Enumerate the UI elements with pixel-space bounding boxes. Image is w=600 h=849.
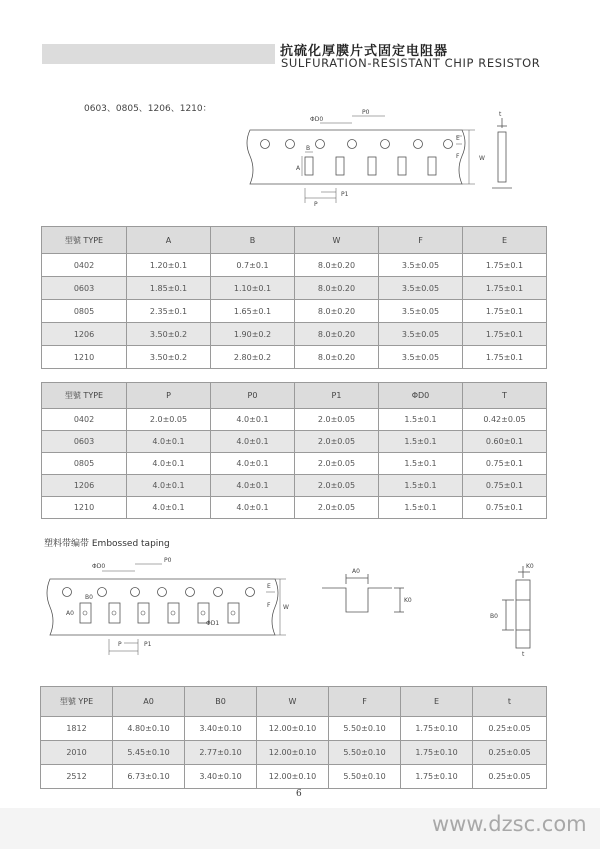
- table-cell: 1.75±0.1: [463, 346, 547, 369]
- table-header-row: [42, 227, 547, 254]
- table-cell: 4.80±0.10: [113, 717, 185, 741]
- table-cell: 1210: [42, 497, 127, 519]
- label-e: E: [456, 135, 460, 142]
- label-d1: ΦD1: [206, 620, 220, 627]
- table-cell: 5.45±0.10: [113, 741, 185, 765]
- table-row: [42, 254, 547, 277]
- table-cell: 3.5±0.05: [379, 346, 463, 369]
- dimensions-table-2: [41, 382, 547, 519]
- table-cell: 2512: [41, 765, 113, 789]
- table-cell: 4.0±0.1: [211, 475, 295, 497]
- table-cell: 0.25±0.05: [473, 741, 547, 765]
- header-cell: ΦD0: [379, 383, 463, 409]
- table-cell: 8.0±0.20: [295, 254, 379, 277]
- table-cell: 5.50±0.10: [329, 717, 401, 741]
- label-p1: P1: [144, 641, 152, 648]
- header-cell: P1: [295, 383, 379, 409]
- label-w: W: [479, 155, 485, 162]
- table-cell: 2.77±0.10: [185, 741, 257, 765]
- label-k0: K0: [526, 563, 534, 570]
- label-p: P: [118, 641, 122, 648]
- header-cell: W: [295, 227, 379, 254]
- header-cell: E: [463, 227, 547, 254]
- side-profile-diagram: [486, 560, 556, 660]
- label-k0: K0: [404, 597, 412, 604]
- label-p0: P0: [164, 557, 172, 564]
- table-cell: 4.0±0.1: [127, 497, 211, 519]
- table-row: [42, 497, 547, 519]
- header-cell: A0: [113, 687, 185, 717]
- table-cell: 4.0±0.1: [211, 453, 295, 475]
- label-t: t: [522, 651, 525, 658]
- table-cell: 4.0±0.1: [211, 497, 295, 519]
- header-cell: t: [473, 687, 547, 717]
- label-a: A: [296, 165, 301, 172]
- table-cell: 2.0±0.05: [295, 475, 379, 497]
- table-cell: 0603: [42, 277, 127, 300]
- table-cell: 3.5±0.05: [379, 300, 463, 323]
- header-cell: B0: [185, 687, 257, 717]
- table-row: [41, 741, 547, 765]
- table-cell: 6.73±0.10: [113, 765, 185, 789]
- table-cell: 0.25±0.05: [473, 765, 547, 789]
- table-cell: 0402: [42, 409, 127, 431]
- table-cell: 2.0±0.05: [127, 409, 211, 431]
- table-cell: 1.75±0.1: [463, 254, 547, 277]
- table-cell: 1.75±0.1: [463, 300, 547, 323]
- table-cell: 0.75±0.1: [463, 453, 547, 475]
- table-cell: 4.0±0.1: [211, 431, 295, 453]
- table-row: [42, 475, 547, 497]
- header-cell: A: [127, 227, 211, 254]
- header-cell: 型號 TYPE: [42, 227, 127, 254]
- table-cell: 2.0±0.05: [295, 497, 379, 519]
- table-cell: 3.5±0.05: [379, 254, 463, 277]
- table-row: [42, 323, 547, 346]
- table-cell: 2010: [41, 741, 113, 765]
- table-cell: 8.0±0.20: [295, 300, 379, 323]
- table-cell: 1.75±0.1: [463, 323, 547, 346]
- table-cell: 1.75±0.1: [463, 277, 547, 300]
- table-cell: 4.0±0.1: [127, 475, 211, 497]
- page-number: 6: [296, 789, 302, 799]
- label-phi-d0: ΦD0: [310, 116, 324, 123]
- table-cell: 0603: [42, 431, 127, 453]
- table-cell: 3.5±0.05: [379, 277, 463, 300]
- table-cell: 8.0±0.20: [295, 346, 379, 369]
- header-cell: P0: [211, 383, 295, 409]
- table-cell: 2.0±0.05: [295, 431, 379, 453]
- label-t: t: [499, 111, 502, 118]
- table-cell: 2.35±0.1: [127, 300, 211, 323]
- header-cell: B: [211, 227, 295, 254]
- table-cell: 1.75±0.10: [401, 717, 473, 741]
- table-cell: 8.0±0.20: [295, 277, 379, 300]
- watermark-text: www.dzsc.com: [432, 812, 587, 836]
- table-cell: 1206: [42, 475, 127, 497]
- header-cell: F: [329, 687, 401, 717]
- table-cell: 0805: [42, 300, 127, 323]
- table-cell: 0.42±0.05: [463, 409, 547, 431]
- label-w: W: [283, 604, 289, 611]
- table-cell: 3.5±0.05: [379, 323, 463, 346]
- table-cell: 12.00±0.10: [257, 741, 329, 765]
- header-cell: E: [401, 687, 473, 717]
- table-cell: 1.65±0.1: [211, 300, 295, 323]
- table-cell: 12.00±0.10: [257, 765, 329, 789]
- table-cell: 1210: [42, 346, 127, 369]
- header-cell: 型號 TYPE: [42, 383, 127, 409]
- label-f: F: [267, 602, 271, 609]
- header-cell: 型號 YPE: [41, 687, 113, 717]
- table-cell: 3.50±0.2: [127, 323, 211, 346]
- table-cell: 12.00±0.10: [257, 717, 329, 741]
- table-cell: 4.0±0.1: [211, 409, 295, 431]
- header-cell: P: [127, 383, 211, 409]
- dimensions-table-1: [41, 226, 547, 369]
- table-header-row: [42, 383, 547, 409]
- table-cell: 2.80±0.2: [211, 346, 295, 369]
- label-b0: B0: [490, 613, 498, 620]
- table-cell: 1.5±0.1: [379, 475, 463, 497]
- label-p1: P1: [341, 191, 349, 198]
- table-cell: 1.75±0.10: [401, 741, 473, 765]
- title-chinese: 抗硫化厚膜片式固定电阻器: [280, 44, 449, 59]
- table-cell: 2.0±0.05: [295, 453, 379, 475]
- embossed-tape-diagram: [40, 555, 290, 660]
- pocket-profile-diagram: [320, 560, 420, 630]
- header-cell: W: [257, 687, 329, 717]
- header-grey-bar: [42, 44, 275, 64]
- table-header-row: [41, 687, 547, 717]
- embossed-dimensions-table: [40, 686, 547, 789]
- table-cell: 0805: [42, 453, 127, 475]
- table-cell: 1.75±0.10: [401, 765, 473, 789]
- label-f: F: [456, 153, 460, 160]
- embossed-taping-label: 塑料带编带 Embossed taping: [44, 539, 170, 549]
- table-cell: 1812: [41, 717, 113, 741]
- header-cell: F: [379, 227, 463, 254]
- table-cell: 1.5±0.1: [379, 497, 463, 519]
- title-english: SULFURATION-RESISTANT CHIP RESISTOR: [281, 56, 541, 70]
- table-cell: 3.50±0.2: [127, 346, 211, 369]
- table-cell: 1.20±0.1: [127, 254, 211, 277]
- table-cell: 5.50±0.10: [329, 765, 401, 789]
- table-cell: 1206: [42, 323, 127, 346]
- table-cell: 0.7±0.1: [211, 254, 295, 277]
- table-row: [42, 300, 547, 323]
- table-cell: 8.0±0.20: [295, 323, 379, 346]
- label-phi-d0: ΦD0: [92, 563, 106, 570]
- table-cell: 1.5±0.1: [379, 453, 463, 475]
- label-b: B: [306, 145, 311, 152]
- table-cell: 4.0±0.1: [127, 431, 211, 453]
- table-cell: 1.85±0.1: [127, 277, 211, 300]
- table-cell: 0.60±0.1: [463, 431, 547, 453]
- label-e: E: [267, 583, 271, 590]
- table-cell: 1.5±0.1: [379, 409, 463, 431]
- table-row: [42, 277, 547, 300]
- paper-tape-diagram: [240, 108, 530, 213]
- table-row: [42, 346, 547, 369]
- table-cell: 0.75±0.1: [463, 475, 547, 497]
- label-p0: P0: [362, 109, 370, 116]
- label-a0: A0: [352, 568, 360, 575]
- label-a0: A0: [66, 610, 74, 617]
- table-cell: 0402: [42, 254, 127, 277]
- table-cell: 1.5±0.1: [379, 431, 463, 453]
- table-cell: 5.50±0.10: [329, 741, 401, 765]
- table-row: [42, 431, 547, 453]
- table-cell: 0.25±0.05: [473, 717, 547, 741]
- table-row: [42, 453, 547, 475]
- table-cell: 1.10±0.1: [211, 277, 295, 300]
- table-cell: 0.75±0.1: [463, 497, 547, 519]
- table-cell: 4.0±0.1: [127, 453, 211, 475]
- table-row: [42, 409, 547, 431]
- table-cell: 3.40±0.10: [185, 765, 257, 789]
- sizes-label: 0603、0805、1206、1210：: [84, 104, 212, 114]
- table-cell: 3.40±0.10: [185, 717, 257, 741]
- table-row: [41, 717, 547, 741]
- table-cell: 1.90±0.2: [211, 323, 295, 346]
- label-b0: B0: [85, 594, 93, 601]
- table-cell: 2.0±0.05: [295, 409, 379, 431]
- label-p: P: [314, 201, 318, 208]
- header-cell: T: [463, 383, 547, 409]
- table-row: [41, 765, 547, 789]
